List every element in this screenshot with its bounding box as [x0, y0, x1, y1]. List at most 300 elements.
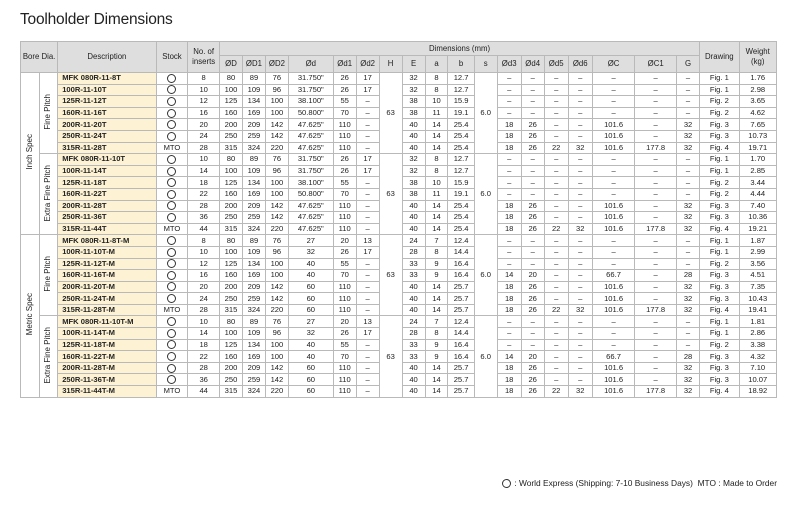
dim-cell: – [568, 200, 592, 212]
dim-cell: – [497, 235, 521, 247]
dim-cell: 101.6 [592, 223, 635, 235]
stock-circle-icon [156, 374, 188, 386]
dim-cell: 40 [402, 281, 425, 293]
dim-cell: – [544, 316, 568, 328]
stock-circle-icon [156, 362, 188, 374]
dim-cell: 100 [220, 84, 243, 96]
description-cell: 200R-11-28T [58, 200, 156, 212]
dim-s-cell: 6.0 [474, 154, 497, 235]
dim-cell: 25.4 [448, 119, 474, 131]
dim-cell: 220 [265, 386, 288, 398]
dim-cell: 19.1 [448, 188, 474, 200]
weight-cell: 4.32 [739, 351, 777, 363]
dim-cell: 209 [242, 281, 265, 293]
dim-cell: 25.7 [448, 281, 474, 293]
stock-cell: MTO [156, 386, 188, 398]
dim-cell: – [635, 177, 677, 189]
dim-cell: – [568, 246, 592, 258]
dim-cell: 101.6 [592, 362, 635, 374]
inserts-cell: 22 [188, 351, 220, 363]
dim-cell: – [592, 165, 635, 177]
dim-cell: – [497, 165, 521, 177]
dim-cell: 28 [676, 270, 699, 282]
dim-cell: 200 [220, 281, 243, 293]
inserts-cell: 12 [188, 258, 220, 270]
drawing-cell: Fig. 1 [700, 154, 739, 166]
dim-cell: 26 [333, 328, 356, 340]
dim-cell: 109 [242, 328, 265, 340]
dim-cell: 177.8 [635, 386, 677, 398]
weight-cell: 4.44 [739, 188, 777, 200]
description-cell: MFK 080R-11-10T [58, 154, 156, 166]
weight-cell: 7.35 [739, 281, 777, 293]
dim-cell: 169 [242, 188, 265, 200]
dim-cell: – [592, 177, 635, 189]
dim-cell: 9 [425, 351, 448, 363]
dim-cell: – [676, 246, 699, 258]
dim-cell: 40 [288, 351, 333, 363]
dim-cell: 25.4 [448, 142, 474, 154]
header-stock: Stock [156, 42, 188, 73]
dim-cell: – [356, 270, 379, 282]
dim-cell: 26 [521, 293, 544, 305]
dim-cell: – [676, 165, 699, 177]
dim-cell: – [356, 107, 379, 119]
dim-cell: 110 [333, 304, 356, 316]
dim-cell: 101.6 [592, 142, 635, 154]
dim-cell: 25.7 [448, 293, 474, 305]
dim-cell: 14 [425, 200, 448, 212]
dim-cell: 89 [242, 154, 265, 166]
dim-cell: 55 [333, 177, 356, 189]
table-row [21, 73, 777, 85]
dim-cell: – [521, 107, 544, 119]
dim-s-cell: 6.0 [474, 73, 497, 154]
stock-circle-icon [156, 281, 188, 293]
dim-cell: 17 [356, 154, 379, 166]
inserts-cell: 16 [188, 107, 220, 119]
dim-cell: 14 [497, 351, 521, 363]
dim-cell: 22 [544, 304, 568, 316]
weight-cell: 19.21 [739, 223, 777, 235]
dim-cell: 101.6 [592, 386, 635, 398]
drawing-cell: Fig. 2 [700, 339, 739, 351]
dim-cell: 26 [521, 223, 544, 235]
dim-cell: 7 [425, 316, 448, 328]
description-cell: 250R-11-36T [58, 212, 156, 224]
weight-cell: 2.85 [739, 165, 777, 177]
weight-cell: 10.07 [739, 374, 777, 386]
dim-cell: – [544, 188, 568, 200]
dim-cell: – [521, 165, 544, 177]
dim-cell: 26 [333, 84, 356, 96]
dim-cell: 76 [265, 235, 288, 247]
inserts-cell: 44 [188, 386, 220, 398]
header-dim-10: s [474, 56, 497, 73]
dim-cell: – [635, 246, 677, 258]
weight-cell: 3.56 [739, 258, 777, 270]
dim-cell: 17 [356, 73, 379, 85]
dim-cell: 32 [676, 130, 699, 142]
dim-cell: 32 [402, 165, 425, 177]
weight-cell: 19.71 [739, 142, 777, 154]
dim-cell: – [676, 154, 699, 166]
dim-cell: 10 [425, 177, 448, 189]
dim-cell: 110 [333, 142, 356, 154]
dim-cell: 32 [676, 119, 699, 131]
drawing-cell: Fig. 2 [700, 177, 739, 189]
drawing-cell: Fig. 1 [700, 84, 739, 96]
inserts-cell: 18 [188, 177, 220, 189]
drawing-cell: Fig. 1 [700, 165, 739, 177]
header-no-of-inserts: No. of inserts [188, 42, 220, 73]
description-cell: MFK 080R-11-10T-M [58, 316, 156, 328]
dim-cell: 26 [521, 281, 544, 293]
dim-cell: – [592, 235, 635, 247]
dim-cell: – [356, 177, 379, 189]
weight-cell: 10.36 [739, 212, 777, 224]
dim-cell: 177.8 [635, 142, 677, 154]
stock-circle-icon [156, 316, 188, 328]
dim-cell: 100 [265, 339, 288, 351]
dim-cell: – [592, 107, 635, 119]
dim-cell: 17 [356, 328, 379, 340]
dim-cell: – [356, 200, 379, 212]
dim-cell: – [356, 212, 379, 224]
dim-cell: 200 [220, 119, 243, 131]
drawing-cell: Fig. 3 [700, 130, 739, 142]
description-cell: 125R-11-12T [58, 96, 156, 108]
dim-cell: 32 [676, 212, 699, 224]
dim-cell: 125 [220, 177, 243, 189]
dim-cell: – [544, 270, 568, 282]
dim-cell: – [592, 316, 635, 328]
dim-cell: 8 [425, 328, 448, 340]
inserts-cell: 8 [188, 73, 220, 85]
dim-cell: 40 [402, 374, 425, 386]
dim-cell: – [521, 73, 544, 85]
header-dim-17: G [676, 56, 699, 73]
dim-cell: 32 [568, 142, 592, 154]
drawing-cell: Fig. 3 [700, 374, 739, 386]
stock-cell: MTO [156, 223, 188, 235]
dim-cell: – [568, 235, 592, 247]
page-title: Toolholder Dimensions [20, 11, 173, 28]
dim-cell: 70 [333, 188, 356, 200]
dim-cell: 32 [288, 246, 333, 258]
dim-cell: 28 [402, 328, 425, 340]
dim-cell: – [676, 188, 699, 200]
inserts-cell: 36 [188, 212, 220, 224]
dim-cell: 70 [333, 270, 356, 282]
dim-cell: – [544, 73, 568, 85]
description-cell: 200R-11-20T-M [58, 281, 156, 293]
dim-cell: 20 [333, 316, 356, 328]
weight-cell: 3.65 [739, 96, 777, 108]
dim-cell: 18 [497, 362, 521, 374]
dim-cell: 20 [521, 351, 544, 363]
dim-cell: 22 [544, 142, 568, 154]
dim-cell: 134 [242, 258, 265, 270]
description-cell: 250R-11-36T-M [58, 374, 156, 386]
dim-cell: 20 [521, 270, 544, 282]
dim-cell: – [635, 235, 677, 247]
weight-cell: 10.73 [739, 130, 777, 142]
dim-cell: 47.625" [288, 212, 333, 224]
header-dim-7: E [402, 56, 425, 73]
dim-cell: – [635, 281, 677, 293]
stock-circle-icon [156, 130, 188, 142]
dim-cell: 80 [220, 73, 243, 85]
dim-cell: 209 [242, 200, 265, 212]
description-cell: 315R-11-44T [58, 223, 156, 235]
drawing-cell: Fig. 3 [700, 293, 739, 305]
dim-cell: 40 [402, 362, 425, 374]
dim-cell: 70 [333, 351, 356, 363]
dim-cell: 33 [402, 351, 425, 363]
dim-cell: 76 [265, 73, 288, 85]
dim-cell: 18 [497, 281, 521, 293]
drawing-cell: Fig. 1 [700, 328, 739, 340]
dim-cell: – [544, 351, 568, 363]
dim-cell: 96 [265, 84, 288, 96]
dim-cell: 12.7 [448, 73, 474, 85]
dim-cell: 40 [402, 200, 425, 212]
dim-cell: 40 [288, 270, 333, 282]
stock-circle-icon [156, 119, 188, 131]
toolholder-dimensions-table [20, 41, 777, 398]
stock-circle-icon [156, 200, 188, 212]
dim-cell: 96 [265, 328, 288, 340]
dim-cell: – [521, 96, 544, 108]
dim-cell: – [497, 154, 521, 166]
dim-cell: 177.8 [635, 304, 677, 316]
dim-s-cell: 6.0 [474, 235, 497, 316]
in-stock-circle-icon [502, 479, 511, 488]
drawing-cell: Fig. 3 [700, 212, 739, 224]
inserts-cell: 28 [188, 142, 220, 154]
dim-cell: 125 [220, 96, 243, 108]
stock-circle-icon [156, 270, 188, 282]
dim-cell: – [356, 351, 379, 363]
dim-cell: – [568, 107, 592, 119]
dim-cell: 33 [402, 270, 425, 282]
inserts-cell: 22 [188, 188, 220, 200]
header-dim-14: Ød6 [568, 56, 592, 73]
dim-cell: 100 [265, 177, 288, 189]
dim-cell: 32 [676, 200, 699, 212]
dim-cell: – [521, 316, 544, 328]
dim-cell: 110 [333, 374, 356, 386]
dim-cell: 50.800" [288, 107, 333, 119]
header-dim-4: Ød1 [333, 56, 356, 73]
dim-cell: 250 [220, 212, 243, 224]
dim-cell: 32 [568, 386, 592, 398]
dim-cell: – [592, 246, 635, 258]
dim-cell: 13 [356, 316, 379, 328]
dim-cell: – [497, 73, 521, 85]
dim-cell: 96 [265, 165, 288, 177]
dim-cell: 26 [521, 142, 544, 154]
dim-cell: 134 [242, 339, 265, 351]
dim-cell: 110 [333, 130, 356, 142]
dim-cell: 26 [521, 130, 544, 142]
dim-cell: 142 [265, 362, 288, 374]
inserts-cell: 24 [188, 293, 220, 305]
header-dim-1: ØD1 [242, 56, 265, 73]
stock-circle-icon [156, 84, 188, 96]
dim-cell: 26 [521, 304, 544, 316]
dim-cell: 31.750" [288, 154, 333, 166]
dim-cell: – [676, 258, 699, 270]
dim-cell: 18 [497, 386, 521, 398]
dim-cell: 8 [425, 246, 448, 258]
dim-h-cell: 63 [379, 73, 402, 154]
table-row [21, 235, 777, 247]
drawing-cell: Fig. 1 [700, 246, 739, 258]
weight-cell: 1.87 [739, 235, 777, 247]
description-cell: 160R-11-16T [58, 107, 156, 119]
dim-cell: 14 [425, 212, 448, 224]
dim-cell: – [544, 246, 568, 258]
dim-cell: – [568, 84, 592, 96]
dim-cell: – [592, 258, 635, 270]
description-cell: 315R-11-28T [58, 142, 156, 154]
dim-cell: 8 [425, 73, 448, 85]
dim-cell: 110 [333, 281, 356, 293]
dim-cell: – [676, 177, 699, 189]
dim-cell: – [521, 258, 544, 270]
dim-cell: – [497, 84, 521, 96]
dim-cell: 101.6 [592, 200, 635, 212]
dim-cell: 110 [333, 293, 356, 305]
description-cell: 160R-11-22T-M [58, 351, 156, 363]
dim-cell: – [544, 258, 568, 270]
dim-cell: 16.4 [448, 270, 474, 282]
dim-cell: 100 [265, 96, 288, 108]
header-drawing: Drawing [700, 42, 739, 73]
dim-cell: – [521, 246, 544, 258]
dim-h-cell: 63 [379, 154, 402, 235]
description-cell: 315R-11-28T-M [58, 304, 156, 316]
dim-cell: – [356, 281, 379, 293]
dim-cell: – [592, 73, 635, 85]
inserts-cell: 12 [188, 96, 220, 108]
description-cell: 100R-11-10T-M [58, 246, 156, 258]
header-bore-dia: Bore Dia. [21, 42, 58, 73]
dim-cell: 38 [402, 96, 425, 108]
dim-cell: 101.6 [592, 119, 635, 131]
weight-cell: 2.98 [739, 84, 777, 96]
dim-cell: 17 [356, 165, 379, 177]
dim-cell: 259 [242, 374, 265, 386]
drawing-cell: Fig. 1 [700, 235, 739, 247]
dim-cell: 25.7 [448, 374, 474, 386]
dim-cell: – [356, 304, 379, 316]
dim-cell: 8 [425, 165, 448, 177]
inserts-cell: 10 [188, 154, 220, 166]
dim-cell: 200 [220, 200, 243, 212]
drawing-cell: Fig. 3 [700, 119, 739, 131]
description-cell: 315R-11-44T-M [58, 386, 156, 398]
inserts-cell: 24 [188, 130, 220, 142]
dim-cell: – [568, 258, 592, 270]
dim-cell: – [568, 293, 592, 305]
dim-cell: – [356, 188, 379, 200]
dim-h-cell: 63 [379, 316, 402, 397]
dim-cell: 26 [333, 73, 356, 85]
dim-cell: – [635, 328, 677, 340]
dim-cell: – [635, 316, 677, 328]
dim-cell: – [521, 188, 544, 200]
dim-cell: – [635, 107, 677, 119]
dim-cell: 250 [220, 374, 243, 386]
dim-cell: 18 [497, 130, 521, 142]
dim-cell: 14 [425, 304, 448, 316]
header-dim-9: b [448, 56, 474, 73]
drawing-cell: Fig. 1 [700, 316, 739, 328]
dim-cell: – [544, 235, 568, 247]
dim-cell: 110 [333, 212, 356, 224]
dim-cell: 109 [242, 246, 265, 258]
dim-cell: – [497, 246, 521, 258]
dim-cell: 26 [521, 386, 544, 398]
dim-cell: 28 [402, 246, 425, 258]
dim-cell: 209 [242, 119, 265, 131]
dim-cell: – [635, 165, 677, 177]
table-row [21, 154, 777, 166]
dim-cell: 160 [220, 188, 243, 200]
drawing-cell: Fig. 4 [700, 142, 739, 154]
stock-circle-icon [156, 212, 188, 224]
description-cell: 200R-11-20T [58, 119, 156, 131]
inserts-cell: 36 [188, 374, 220, 386]
dim-cell: – [497, 96, 521, 108]
dim-cell: – [635, 212, 677, 224]
header-dim-16: ØC1 [635, 56, 677, 73]
dim-cell: 70 [333, 107, 356, 119]
dim-cell: 15.9 [448, 96, 474, 108]
header-dim-5: Ød2 [356, 56, 379, 73]
dim-cell: 18 [497, 119, 521, 131]
description-cell: 100R-11-14T-M [58, 328, 156, 340]
dim-cell: 315 [220, 304, 243, 316]
dim-cell: 315 [220, 142, 243, 154]
legend-world-express: : World Express (Shipping: 7-10 Business Days) [514, 478, 693, 488]
dim-cell: – [568, 73, 592, 85]
dim-cell: 60 [288, 293, 333, 305]
dim-cell: – [521, 154, 544, 166]
dim-cell: 11 [425, 107, 448, 119]
header-description: Description [58, 42, 156, 73]
dim-cell: 60 [288, 304, 333, 316]
dim-cell: 14 [425, 374, 448, 386]
dim-cell: 66.7 [592, 351, 635, 363]
weight-cell: 18.92 [739, 386, 777, 398]
description-cell: 160R-11-16T-M [58, 270, 156, 282]
dim-h-cell: 63 [379, 235, 402, 316]
dim-cell: 160 [220, 270, 243, 282]
dim-cell: 177.8 [635, 223, 677, 235]
dim-cell: – [544, 130, 568, 142]
dim-cell: – [635, 130, 677, 142]
dim-cell: 100 [265, 188, 288, 200]
stock-circle-icon [156, 293, 188, 305]
weight-cell: 3.38 [739, 339, 777, 351]
stock-cell: MTO [156, 142, 188, 154]
dim-cell: 32 [568, 223, 592, 235]
dim-cell: – [568, 154, 592, 166]
